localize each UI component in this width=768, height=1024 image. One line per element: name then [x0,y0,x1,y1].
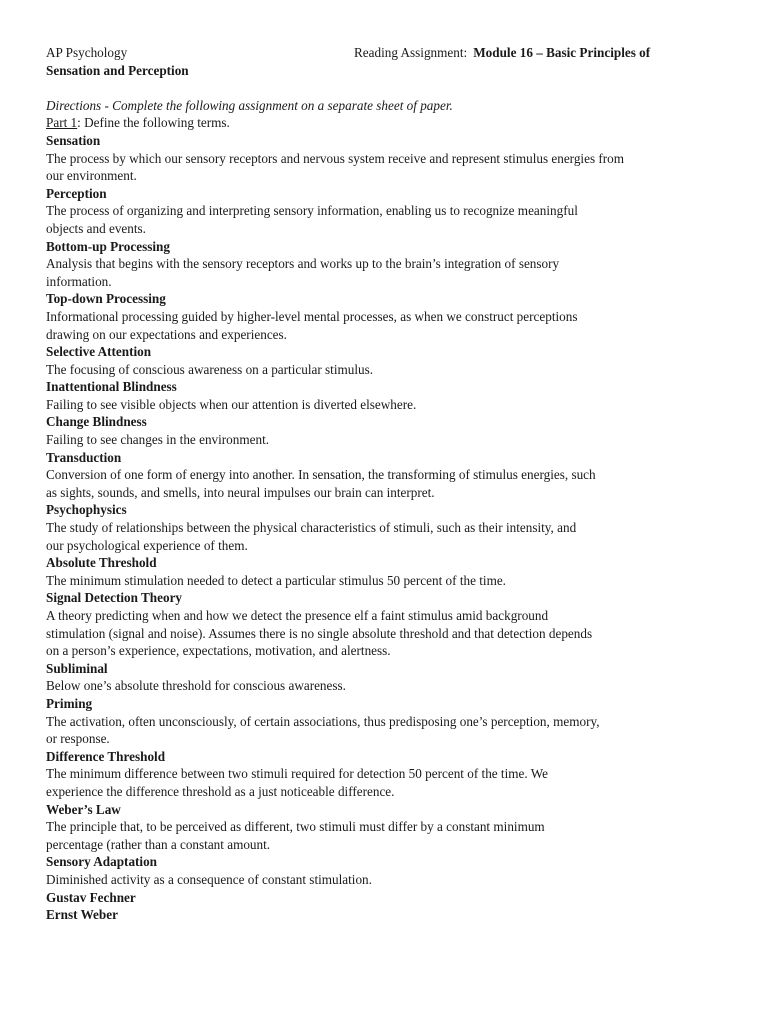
term-entry [46,132,716,185]
term-name: Change Blindness [46,414,147,430]
definition-line: drawing on our expectations and experiences. [46,326,287,342]
definition-line: percentage (rather than a constant amount. [46,836,271,852]
term-entry [46,413,716,448]
term-name: Priming [46,695,93,711]
part-1-label: Part 1 [46,115,78,131]
term-entry [46,238,716,291]
definition-line: Informational processing guided by higher-level mental processes, as when we construct perceptions [46,308,578,324]
definition-line: experience the difference threshold as a just noticeable difference. [46,783,395,799]
term-entry [46,343,716,378]
definition-line: The minimum difference between two stimuli required for detection 50 percent of the time. We [46,766,548,782]
assignment-label: Reading Assignment: [354,45,468,60]
assignment-heading [354,44,650,62]
definition-line: The activation, often unconsciously, of certain associations, thus predisposing one’s perception, memory, [46,713,600,729]
term-list [46,132,716,924]
term-name: Inattentional Blindness [46,379,177,395]
part-1-heading [46,114,716,132]
term-name: Weber’s Law [46,801,121,817]
term-entry [46,449,716,502]
definition-line: The study of relationships between the physical characteristics of stimuli, such as their intensity, and [46,520,577,536]
term-name: Signal Detection Theory [46,590,183,606]
term-name: Ernst Weber [46,907,118,923]
definition-line: A theory predicting when and how we detect the presence elf a faint stimulus amid background [46,608,549,623]
definition-line: as sights, sounds, and smells, into neural impulses our brain can interpret. [46,484,435,500]
definition-line: Analysis that begins with the sensory receptors and works up to the brain’s integration of sensory [46,256,560,272]
definition-line: our psychological experience of them. [46,537,248,553]
blank-line [46,79,716,97]
definition-line: Below one’s absolute threshold for conscious awareness. [46,678,346,694]
term-entry [46,501,716,554]
definition-line: information. [46,273,112,289]
term-entry [46,889,716,907]
term-entry [46,290,716,343]
definition-line: objects and events. [46,220,146,236]
definition-line: Conversion of one form of energy into another. In sensation, the transforming of stimulus energies, such [46,467,596,483]
term-name: Psychophysics [46,502,127,518]
document-page [46,44,716,924]
definition-line: or response. [46,731,110,747]
term-name: Gustav Fechner [46,889,136,905]
definition-line: The process by which our sensory receptors and nervous system receive and represent stimulus energies from [46,150,625,166]
assignment-module: Module 16 – Basic Principles of [473,45,651,60]
term-entry [46,695,716,748]
definition-line: The process of organizing and interpreting sensory information, enabling us to recognize meaningful [46,203,578,219]
header-row [46,44,716,62]
term-name: Selective Attention [46,344,152,360]
term-entry [46,589,716,659]
part-1-instruction: : Define the following terms. [77,115,230,131]
definition-line: The principle that, to be perceived as different, two stimuli must differ by a constant minimum [46,819,545,835]
definition-line: our environment. [46,168,137,184]
definition-line: The minimum stimulation needed to detect a particular stimulus 50 percent of the time. [46,572,506,588]
term-name: Top-down Processing [46,291,166,307]
term-name: Sensation [46,132,101,148]
definition-line: on a person’s experience, expectations, motivation, and alertness. [46,643,391,659]
term-entry [46,906,716,924]
course-name: AP Psychology [46,45,128,60]
term-entry [46,378,716,413]
definition-line: Failing to see visible objects when our attention is diverted elsewhere. [46,396,417,412]
definition-line: The focusing of conscious awareness on a particular stimulus. [46,361,374,377]
term-entry [46,801,716,854]
term-entry [46,853,716,888]
term-name: Transduction [46,449,122,465]
definition-line: Failing to see changes in the environment. [46,432,270,448]
term-name: Sensory Adaptation [46,854,158,870]
definition-line: stimulation (signal and noise). Assumes there is no single absolute threshold and that detection depends [46,625,593,641]
term-name: Subliminal [46,660,108,676]
definition-line: Diminished activity as a consequence of constant stimulation. [46,871,372,887]
term-entry [46,554,716,589]
term-name: Difference Threshold [46,748,166,764]
directions-text: Directions - Complete the following assignment on a separate sheet of paper. [46,97,453,113]
document-subtitle: Sensation and Perception [46,62,189,78]
term-name: Bottom-up Processing [46,238,170,254]
term-entry [46,660,716,695]
term-entry [46,185,716,238]
term-name: Absolute Threshold [46,555,157,571]
term-entry [46,748,716,801]
term-name: Perception [46,185,107,201]
